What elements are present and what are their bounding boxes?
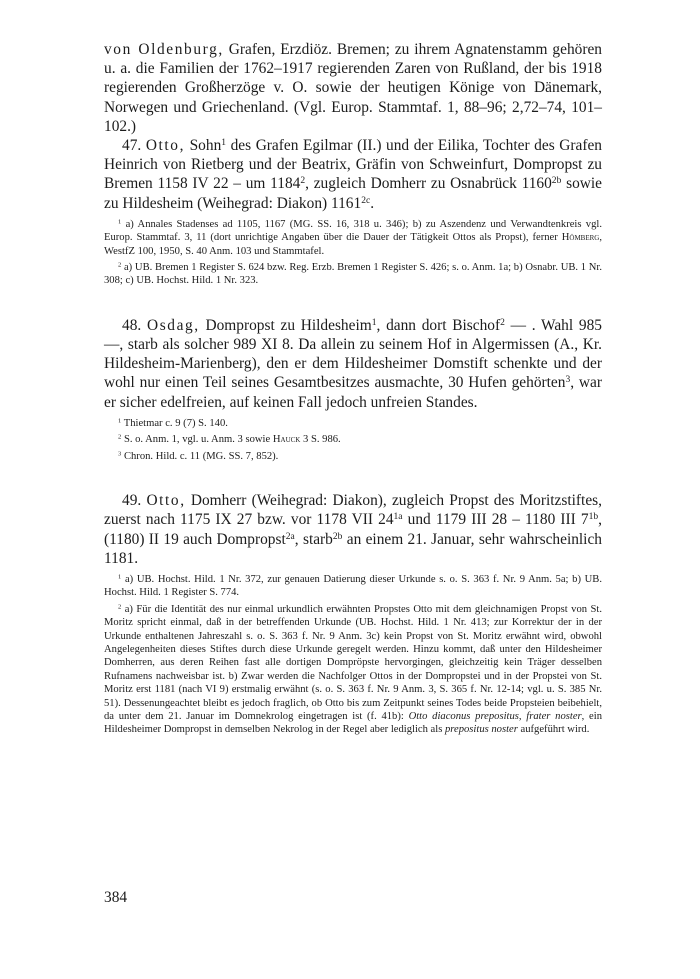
footnote-48-1: [104, 417, 602, 430]
footnote-text: S. o. Anm. 1, vgl. u. Anm. 3 sowie: [123, 434, 273, 446]
entry-text: .: [370, 194, 375, 212]
footnote-ref: 2: [300, 175, 306, 187]
entry-text: Dompropst zu Hildesheim: [199, 316, 372, 334]
entry-number: 47.: [122, 137, 142, 155]
latin-quote: Otto diaconus prepositus, frater noster: [408, 710, 582, 722]
footnote-mark: 1: [118, 573, 122, 581]
entry-text: — . Wahl 985 —, starb als solcher 989 XI 8. Da allein zu seinem Hof in Algermissen (A., Kr. Hildesheim-Marienberg), den er dem Hildesheimer Domstift schenkte und der wohl nur einen Teil seines Gesamtbesitzes ausmachte, 30 Hufen gehörten: [104, 316, 602, 392]
entry-text: Domherr (Weihegrad: Diakon), zugleich Propst des Moritzstiftes, zuerst nach 1175 IX 27 bzw. vor 1178 VII 24: [104, 492, 602, 529]
entry-name: Otto,: [145, 137, 186, 155]
footnote-mark: 2: [118, 433, 122, 441]
latin-quote: prepositus noster: [444, 724, 518, 736]
footnote-ref: 1: [371, 316, 377, 328]
footnote-ref: 2c: [361, 194, 371, 206]
entry-text: , zugleich Domherr zu Osnabrück 1160: [305, 175, 552, 193]
entry-49: [104, 491, 602, 568]
name-oldenburg-rest: Grafen, Erzdiöz. Bremen; zu ihrem Agnatenstamm: [223, 41, 548, 58]
footnote-48-3: [104, 450, 602, 463]
entry-text: und 1179 III 28 – 1180 III 7: [402, 511, 589, 529]
footnote-49-2: [104, 603, 602, 737]
footnote-ref: 2b: [551, 175, 562, 187]
entry-text: an einem 21. Januar, sehr wahrscheinlich 1181.: [104, 530, 602, 567]
footnote-47-2: [104, 261, 602, 288]
entry-47: [104, 136, 602, 213]
footnote-mark: 3: [118, 450, 122, 458]
footnote-text: aufgeführt wird.: [517, 724, 590, 736]
name-oldenburg: [104, 41, 547, 58]
footnote-mark: 1: [118, 218, 122, 226]
footnote-text: a) UB. Hochst. Hild. 1 Nr. 372, zur genauen Datierung dieser Urkunde s. o. S. 363 f. Nr. 9 Anm. 5a; b) UB. Hochst. Hild. 1 Register S. 774.: [104, 573, 603, 599]
footnote-ref: 2: [500, 316, 505, 328]
footnote-ref: 1: [221, 136, 227, 148]
footnote-text: Chron. Hild. c. 11 (MG. SS. 7, 852).: [123, 450, 279, 462]
footnote-ref: 1b: [588, 511, 599, 523]
entry-number: 49.: [122, 492, 142, 510]
author-name: Hömberg: [561, 232, 600, 244]
footnote-mark: 2: [118, 603, 122, 611]
page-number: 384: [104, 889, 128, 906]
footnote-ref: 1a: [393, 511, 403, 523]
name-oldenburg-head: von Oldenburg,: [104, 41, 224, 58]
entry-number: 48.: [122, 316, 142, 334]
footnote-text: a) Annales Stadenses ad 1105, 1167 (MG. SS. 16, 318 u. 346); b) zu Aszendenz und Verwandtenkreis vgl. Europ. Stammtaf. 3, 11 (dort unrichtige Angaben über die Dauer der Tätigkeit Ottos als Propst), ferner: [104, 218, 602, 244]
footnote-text: a) Für die Identität des nur einmal urkundlich erwähnten Propstes Otto mit dem gleichnamigen Propst von St. Moritz spricht einmal, daß in der betreffenden Urkunde (UB. Hochst. Hild. 1 Nr. 413; zur Korrektur der in der Urkunde enthaltenen Jahreszahl s. o. S. 363 f. Nr. 9 Anm. 3c) kein Propst von St. Moritz erwähnt wird, obwohl Angelegenheiten dieses Stiftes durch diese Urkunde geregelt werden. Hinzu kommt, daß unter den Hildesheimer Domherren, aus deren Reihen fast alle dortigen Dompröpste hervorgingen, gleichzeitig kein Träger desselben Rufnamens nachweisbar ist. b) Zwar werden die Nachfolger Ottos in der Dompropstei und in der Propstei von St. Moritz erst 1181 (nach VI 9) erstmalig erwähnt (s. o. S. 363 f. Nr. 9 Anm. 3, S. 365 f. Nr. 12-14; vgl. u. S. 385 Nr. 51). Dessenungeachtet bleibt es jedoch fraglich, ob Otto bis zum Zeitpunkt seines Todes beide Propsteien beibehielt, da unter dem 21. Januar im Domnekrolog eingetragen ist (f. 41b):: [104, 603, 602, 722]
entry-48: [104, 316, 602, 412]
entry-text: , war er sicher edelfreien, auf keinen Fall jedoch unfreien Standes.: [104, 374, 602, 411]
footnote-text: 3 S. 986.: [300, 434, 341, 446]
footnote-mark: 1: [118, 417, 122, 425]
footnote-text: , ein Hildesheimer Dompropst in demselben Nekrolog in der Regel aber lediglich als: [104, 710, 602, 736]
footnote-text: a) UB. Bremen 1 Register S. 624 bzw. Reg. Erzb. Bremen 1 Register S. 426; s. o. Anm. 1a; b) Osnabr. UB. 1 Nr. 308; c) UB. Hochst. Hild. 1 Nr. 323.: [104, 262, 602, 287]
author-name: Hauck: [272, 434, 301, 446]
footnote-text: , WestfZ 100, 1950, S. 40 Anm. 103 und Stammtafel.: [104, 232, 602, 257]
entry-text: sowie zu Hildesheim (Weihegrad: Diakon) 1161: [104, 175, 602, 212]
footnote-ref: 2a: [285, 530, 295, 542]
entry-name: Otto,: [146, 492, 186, 510]
footnote-ref: 3: [565, 374, 571, 386]
footnote-mark: 2: [118, 261, 122, 269]
entry-text: , (1180) II 19 auch Dompropst: [104, 511, 602, 548]
footnote-49-1: [104, 573, 602, 600]
entry-text: , dann dort Bischof: [376, 316, 501, 334]
footnote-48-2: [104, 433, 602, 446]
text-oldenburg: gehören u. a. die Familien der 1762–1917 regierenden Zaren von Rußland, der bis 1918 regierenden Großherzöge v. O. sowie der heutigen Könige von Dänemark, Norwegen und Griechenland. (Vgl. Europ. Stammtaf. 1, 88–96; 2,72–74, 101–102.): [104, 41, 602, 135]
entry-46-continuation: [104, 40, 602, 737]
footnote-ref: 2b: [332, 530, 343, 542]
entry-text: des Grafen Egilmar (II.) und der Eilika, Tochter des Grafen Heinrich von Rietberg und der Beatrix, Gräfin von Schweinfurt, Dompropst zu Bremen 1158 IV 22 – um 1184: [104, 137, 602, 193]
entry-name: Osdag,: [146, 316, 200, 334]
entry-text: , starb: [294, 530, 333, 548]
paragraph-oldenburg: [104, 40, 602, 136]
footnote-text: Thietmar c. 9 (7) S. 140.: [123, 417, 228, 429]
entry-text: Sohn: [185, 137, 222, 155]
footnote-47-1: [104, 218, 602, 258]
